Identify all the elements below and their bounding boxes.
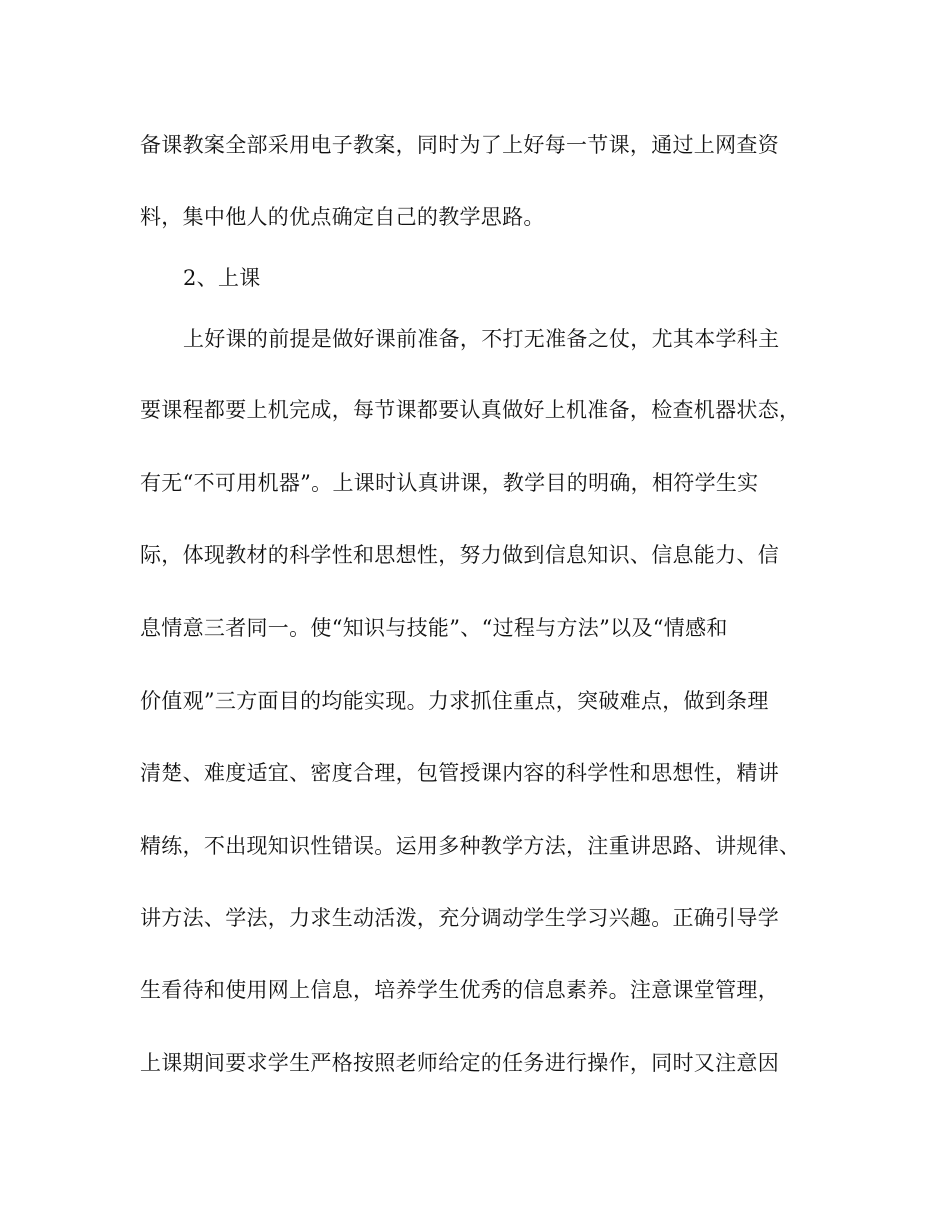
section-heading: 2、上课 <box>183 266 261 290</box>
paragraph-line: 上好课的前提是做好课前准备，不打无准备之仗，尤其本学科主 <box>183 327 780 351</box>
paragraph-line: 讲方法、学法，力求生动活泼，充分调动学生学习兴趣。正确引导学 <box>140 906 779 930</box>
paragraph-line: 生看待和使用网上信息，培养学生优秀的信息素养。注意课堂管理， <box>140 978 779 1002</box>
paragraph-line: 备课教案全部采用电子教案，同时为了上好每一节课，通过上网查资 <box>140 133 779 157</box>
paragraph-line: 上课期间要求学生严格按照老师给定的任务进行操作，同时又注意因 <box>140 1051 779 1075</box>
paragraph-line: 息情意三者同一。使“知识与技能”、“过程与方法”以及“情感和 <box>140 616 728 640</box>
paragraph-line: 精练，不出现知识性错误。运用多种教学方法，注重讲思路、讲规律、 <box>140 834 801 858</box>
paragraph-line: 价值观”三方面目的均能实现。力求抓住重点，突破难点，做到条理 <box>140 689 769 713</box>
paragraph-line: 要课程都要上机完成，每节课都要认真做好上机准备，检查机器状态， <box>140 398 801 422</box>
paragraph-line: 有无“不可用机器”。上课时认真讲课，教学目的明确，相符学生实 <box>140 471 759 495</box>
paragraph-line: 清楚、难度适宜、密度合理，包管授课内容的科学性和思想性，精讲 <box>140 761 779 785</box>
paragraph-line: 料，集中他人的优点确定自己的教学思路。 <box>140 205 545 229</box>
paragraph-line: 际，体现教材的科学性和思想性，努力做到信息知识、信息能力、信 <box>140 543 779 567</box>
